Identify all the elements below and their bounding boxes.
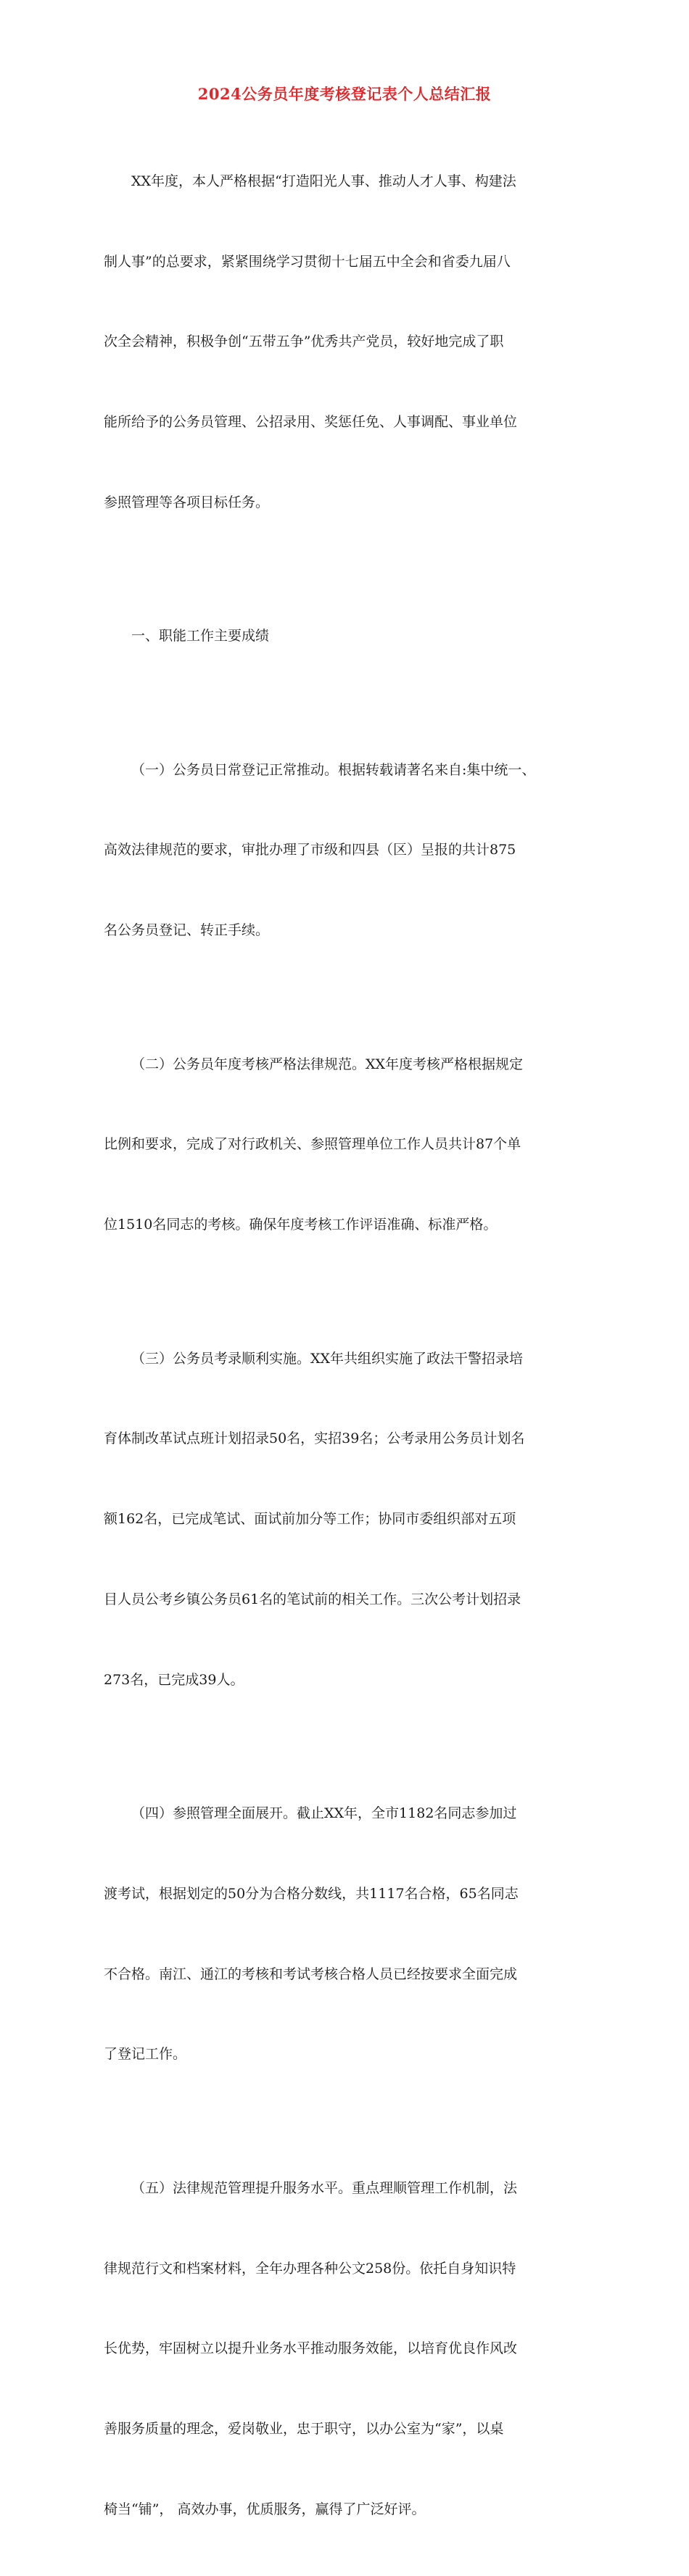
text-line: 次全会精神，积极争创“五带五争”优秀共产党员，较好地完成了职 bbox=[104, 334, 504, 350]
paragraph-item-1 bbox=[104, 703, 597, 998]
text-line: 目人员公考乡镇公务员61名的笔试前的相关工作。三次公考计划招录 bbox=[104, 1591, 521, 1607]
text-line: （五）法律规范管理提升服务水平。重点理顺管理工作机制，法 bbox=[131, 2179, 518, 2196]
text-line: （二）公务员年度考核严格法律规范。XX年度考核严格根据规定 bbox=[131, 1056, 524, 1072]
text-line: 渡考试，根据划定的50分为合格分数线，共1117名合格，65名同志 bbox=[104, 1885, 519, 1902]
text-line: 长优势，牢固树立以提升业务水平推动服务效能，以培育优良作风改 bbox=[104, 2340, 518, 2357]
text-line: （三）公务员考录顺利实施。XX年共组织实施了政法干警招录培 bbox=[131, 1350, 524, 1367]
text-line: 制人事”的总要求，紧紧围绕学习贯彻十七届五中全会和省委九届八 bbox=[104, 253, 511, 270]
paragraph-item-2 bbox=[104, 998, 597, 1292]
document-title: 2024公务员年度考核登记表个人总结汇报 bbox=[197, 85, 492, 103]
text-line: XX年度，本人严格根据“打造阳光人事、推动人才人事、构建法 bbox=[131, 173, 516, 189]
text-line: 善服务质量的理念，爱岗敬业，忠于职守，以办公室为“家”，以桌 bbox=[104, 2420, 504, 2437]
text-line: 额162名，已完成笔试、面试前加分等工作；协同市委组织部对五项 bbox=[104, 1511, 516, 1528]
text-line: 参照管理等各项目标任务。 bbox=[104, 494, 270, 510]
text-line: 273名，已完成39人。 bbox=[104, 1671, 244, 1688]
text-line: 名公务员登记、转正手续。 bbox=[104, 922, 270, 939]
text-line: （一）公务员日常登记正常推动。根据转载请著名来自:集中统一、 bbox=[131, 761, 536, 778]
paragraph-item-4 bbox=[104, 1747, 597, 2121]
text-line: 了登记工作。 bbox=[104, 2046, 187, 2063]
text-line: （四）参照管理全面展开。截止XX年，全市1182名同志参加过 bbox=[131, 1805, 517, 1822]
document-body bbox=[104, 115, 597, 2576]
paragraph-intro bbox=[104, 115, 597, 569]
paragraph-item-5 bbox=[104, 2121, 597, 2576]
section-heading bbox=[104, 569, 597, 703]
text-line: 高效法律规范的要求，审批办理了市级和四县（区）呈报的共计875 bbox=[104, 842, 516, 858]
text-line: 椅当“铺”， 高效办事，优质服务，赢得了广泛好评。 bbox=[104, 2501, 426, 2517]
text-line: 律规范行文和档案材料，全年办理各种公文258份。依托自身知识特 bbox=[104, 2260, 516, 2277]
text-line: 不合格。南江、通江的考核和考试考核合格人员已经按要求全面完成 bbox=[104, 1966, 518, 1982]
text-line: 能所给予的公务员管理、公招录用、奖惩任免、人事调配、事业单位 bbox=[104, 413, 518, 430]
text-line: 比例和要求，完成了对行政机关、参照管理单位工作人员共计87个单 bbox=[104, 1136, 521, 1153]
paragraph-item-3 bbox=[104, 1292, 597, 1747]
text-line: 育体制改革试点班计划招录50名，实招39名；公考录用公务员计划名 bbox=[104, 1430, 525, 1447]
section-heading-text: 一、职能工作主要成绩 bbox=[131, 628, 270, 645]
text-line: 位1510名同志的考核。确保年度考核工作评语准确、标准严格。 bbox=[104, 1217, 498, 1233]
